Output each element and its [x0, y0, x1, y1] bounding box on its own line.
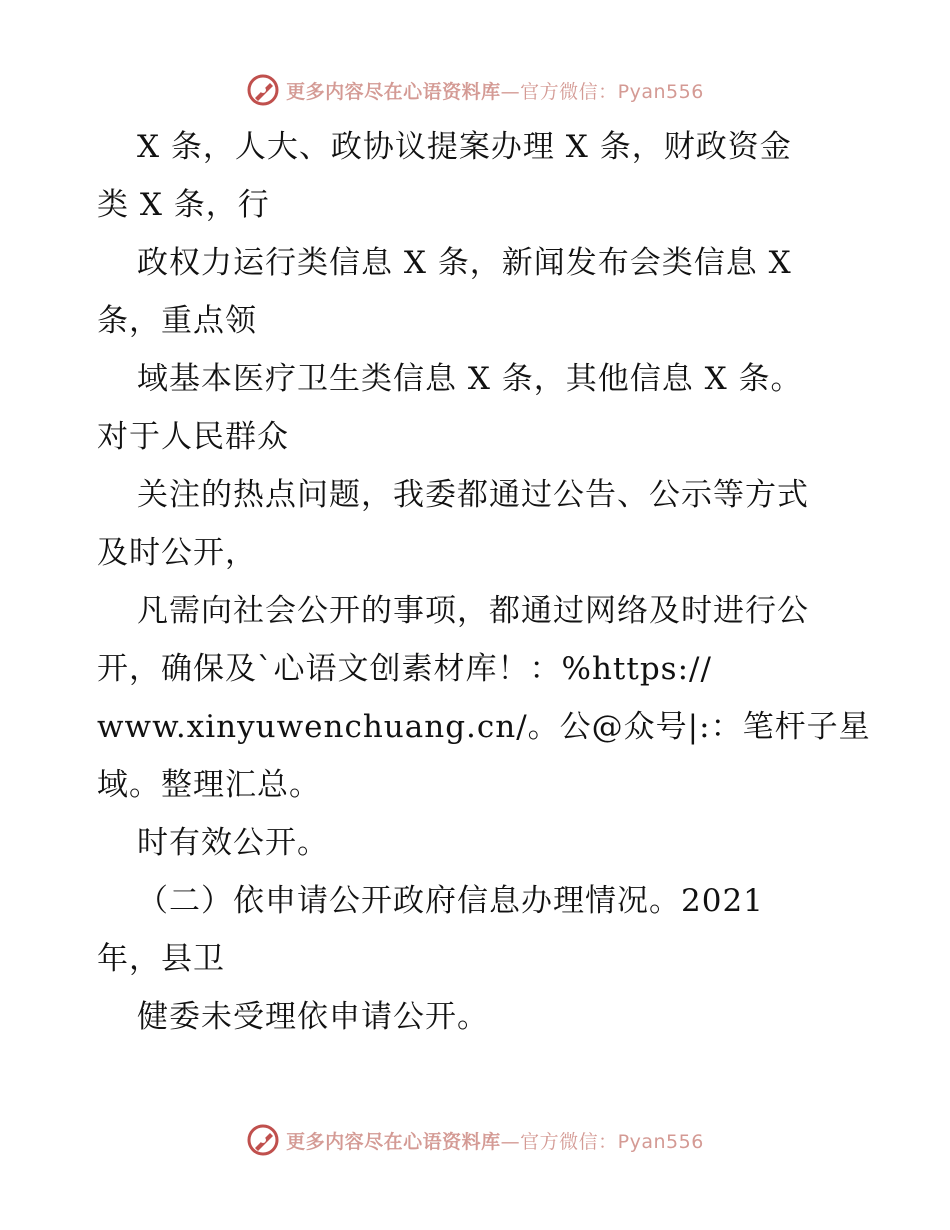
header-banner [0, 70, 950, 110]
footer-brand: 更多内容尽在心语资料库 [286, 1130, 501, 1153]
body-line: 条，重点领 [97, 303, 257, 339]
footer-wechat: 官方微信：Pyan556 [520, 1130, 704, 1153]
body-line: 域基本医疗卫生类信息 X 条，其他信息 X 条。 [137, 361, 803, 397]
body-line: 政权力运行类信息 X 条，新闻发布会类信息 X [137, 245, 792, 281]
body-line: 关注的热点问题，我委都通过公告、公示等方式 [137, 477, 809, 513]
body-line: 对于人民群众 [97, 419, 289, 455]
body-line: www.xinyuwenchuang.cn/。公@众号|:：笔杆子星 [97, 709, 871, 745]
header-brand: 更多内容尽在心语资料库 [286, 80, 501, 103]
header-banner-text [286, 77, 704, 104]
footer-banner-text [286, 1127, 704, 1154]
header-separator: — [500, 80, 521, 103]
body-line: 时有效公开。 [137, 825, 329, 861]
header-wechat: 官方微信：Pyan556 [520, 80, 704, 103]
pen-logo-icon [246, 73, 280, 107]
pen-logo-icon [246, 1123, 280, 1157]
body-line: 开，确保及`心语文创素材库！：%https:// [97, 651, 712, 687]
document-body [97, 118, 871, 1046]
body-line: 健委未受理依申请公开。 [137, 999, 489, 1035]
body-line: 及时公开， [97, 535, 257, 571]
body-line: X 条，人大、政协议提案办理 X 条，财政资金 [137, 129, 792, 165]
body-line: 域。整理汇总。 [97, 767, 321, 803]
body-line: 类 X 条，行 [97, 187, 270, 223]
body-line: 年，县卫 [97, 941, 225, 977]
footer-banner [0, 1120, 950, 1160]
body-line: 凡需向社会公开的事项，都通过网络及时进行公 [137, 593, 809, 629]
body-line: （二）依申请公开政府信息办理情况。2021 [137, 883, 764, 919]
footer-separator: — [500, 1130, 521, 1153]
